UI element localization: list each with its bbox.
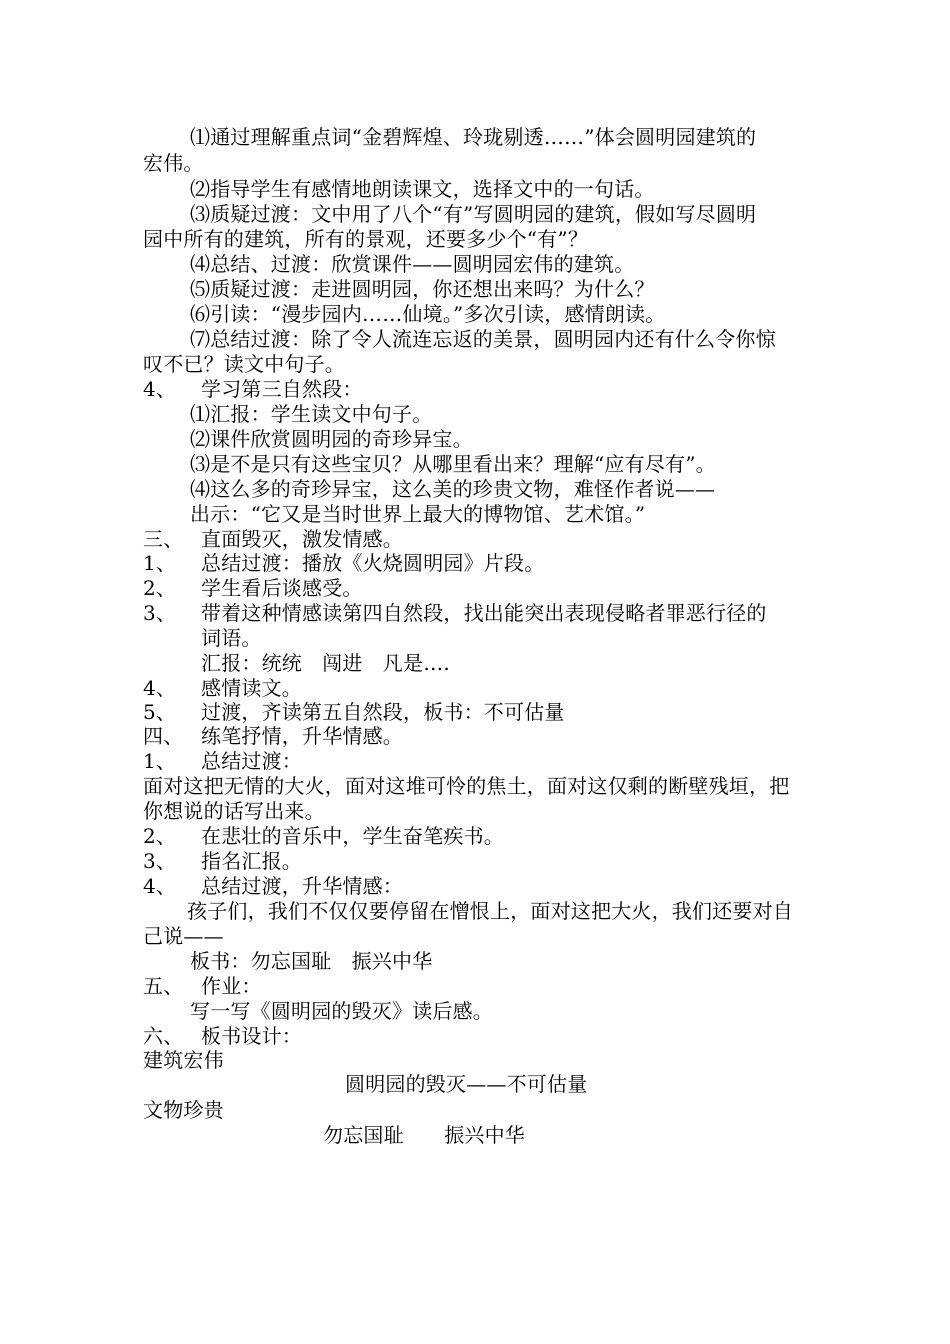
text-line: 面对这把无情的大火，面对这堆可怜的焦土，面对这仅剩的断壁残垣，把	[143, 774, 790, 798]
list-number: 2、	[143, 576, 177, 600]
list-number: 1、	[143, 749, 177, 773]
text-line: 出示：“它又是当时世界上最大的博物馆、艺术馆。”	[190, 502, 646, 526]
text-line: 宏伟。	[143, 151, 204, 175]
text-line: ⑺总结过渡：除了令人流连忘返的美景，圆明园内还有什么令你惊	[190, 327, 776, 351]
list-number: 5、	[143, 700, 177, 724]
section-number: 四、	[143, 724, 184, 748]
text-line: 感情读文。	[201, 676, 302, 700]
text-line: 你想说的话写出来。	[143, 799, 325, 823]
section-heading: 直面毁灭，激发情感。	[201, 527, 403, 551]
text-line: 汇报：统统 闯进 凡是….	[201, 651, 450, 675]
text-line: 己说——	[143, 924, 224, 948]
text-line: 在悲壮的音乐中，学生奋笔疾书。	[201, 824, 504, 848]
text-line: ⑶质疑过渡：文中用了八个“有”写圆明园的建筑，假如写尽圆明	[190, 202, 757, 226]
text-line: ⑷总结、过渡：欣赏课件——圆明园宏伟的建筑。	[190, 252, 635, 276]
text-line: 写一写《圆明园的毁灭》读后感。	[190, 999, 493, 1023]
board-slogan: 勿忘国耻 振兴中华	[323, 1123, 525, 1147]
section-heading: 练笔抒情，升华情感。	[201, 724, 403, 748]
section-heading: 作业：	[201, 974, 262, 998]
list-number: 4、	[143, 676, 177, 700]
text-line: 指名汇报。	[201, 849, 302, 873]
section-number: 三、	[143, 527, 184, 551]
text-line: 带着这种情感读第四自然段，找出能突出表现侵略者罪恶行径的	[201, 601, 767, 625]
list-number: 3、	[143, 849, 177, 873]
board-left-label: 建筑宏伟	[143, 1048, 224, 1072]
section-heading: 板书设计：	[201, 1024, 302, 1048]
text-line: ⑴通过理解重点词“金碧辉煌、玲珑剔透……”体会圆明园建筑的	[190, 125, 757, 149]
list-number: 4、	[143, 874, 177, 898]
board-center-title: 圆明园的毁灭——不可估量	[345, 1072, 588, 1096]
text-line: 板书：勿忘国耻 振兴中华	[190, 949, 433, 973]
text-line: ⑵课件欣赏圆明园的奇珍异宝。	[190, 427, 473, 451]
text-line: 总结过渡，升华情感：	[201, 874, 403, 898]
text-line: 过渡，齐读第五自然段，板书：不可估量	[201, 700, 565, 724]
text-line: 孩子们，我们不仅仅要停留在憎恨上，面对这把大火，我们还要对自	[187, 899, 793, 923]
list-number: 3、	[143, 601, 177, 625]
text-line: ⑹引读：“漫步园内……仙境。”多次引读，感情朗读。	[190, 302, 666, 326]
board-left-label: 文物珍贵	[143, 1098, 224, 1122]
text-line: 总结过渡：	[201, 749, 302, 773]
text-line: 总结过渡：播放《火烧圆明园》片段。	[201, 551, 545, 575]
text-line: 学习第三自然段：	[201, 377, 363, 401]
text-line: 词语。	[201, 626, 262, 650]
section-number: 五、	[143, 974, 184, 998]
text-line: ⑷这么多的奇珍异宝，这么美的珍贵文物，难怪作者说——	[190, 477, 716, 501]
list-number: 1、	[143, 551, 177, 575]
text-line: ⑶是不是只有这些宝贝？从哪里看出来？理解“应有尽有”。	[190, 452, 716, 476]
list-number: 4、	[143, 377, 177, 401]
text-line: 园中所有的建筑，所有的景观，还要多少个“有”？	[143, 227, 589, 251]
list-number: 2、	[143, 824, 177, 848]
text-line: ⑴汇报：学生读文中句子。	[190, 402, 433, 426]
text-line: 叹不已？读文中句子。	[143, 352, 345, 376]
text-line: 学生看后谈感受。	[201, 576, 363, 600]
section-number: 六、	[143, 1024, 184, 1048]
text-line: ⑸质疑过渡：走进圆明园，你还想出来吗？为什么？	[190, 277, 655, 301]
text-line: ⑵指导学生有感情地朗读课文，选择文中的一句话。	[190, 177, 655, 201]
